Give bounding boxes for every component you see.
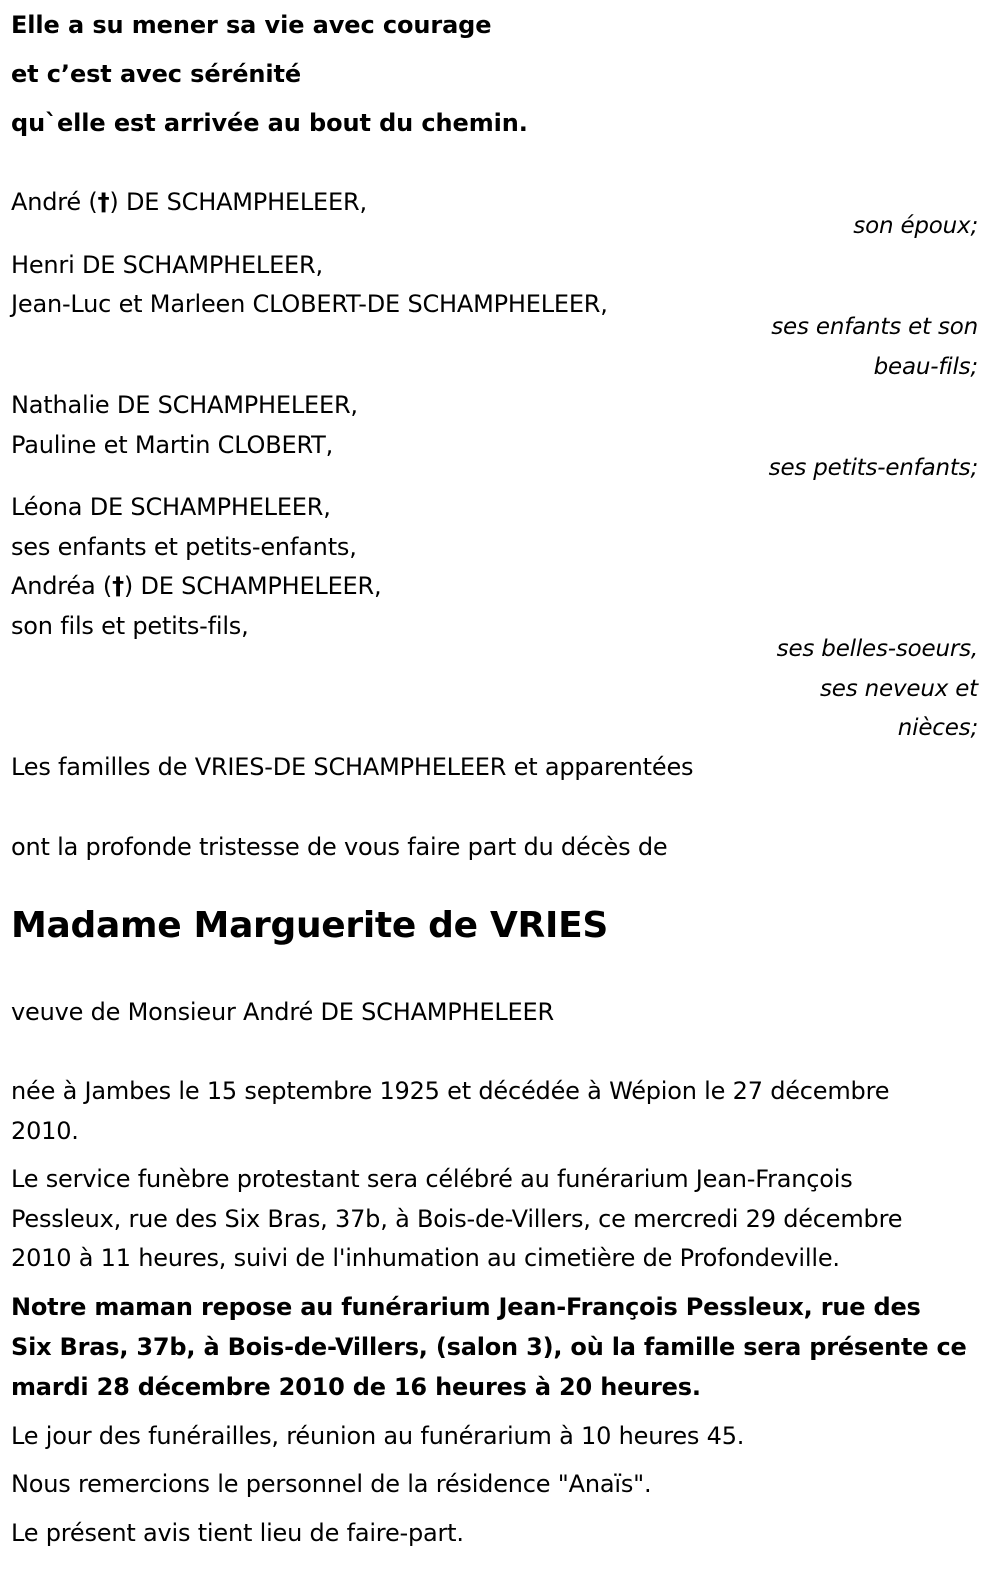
family-name-andrea-son: son fils et petits-fils, [11, 612, 249, 640]
family-name-leona-children: ses enfants et petits-enfants, [11, 533, 357, 561]
service-line-2: Pessleux, rue des Six Bras, 37b, à Bois-de-Villers, ce mercredi 29 décembre [11, 1205, 903, 1233]
birth-death-line-1: née à Jambes le 15 septembre 1925 et décédée à Wépion le 27 décembre [11, 1077, 890, 1105]
service-line-1: Le service funèbre protestant sera célébré au funérarium Jean-François [11, 1165, 853, 1193]
cross-icon: † [112, 572, 124, 600]
family-name-pauline-martin: Pauline et Martin CLOBERT, [11, 431, 334, 459]
relation-children-line-1: ses enfants et son [771, 314, 978, 340]
relation-sisters-in-law-line-3: nièces; [897, 715, 978, 741]
poem-line-1: Elle a su mener sa vie avec courage [11, 11, 492, 39]
deceased-name: Madame Marguerite de VRIES [11, 905, 608, 946]
cross-icon: † [97, 188, 110, 216]
name-text: Andréa ( [11, 572, 113, 600]
family-name-nathalie: Nathalie DE SCHAMPHELEER, [11, 391, 358, 419]
relation-children-line-2: beau-fils; [873, 354, 978, 380]
visitation-line-1: Notre maman repose au funérarium Jean-François Pessleux, rue des [11, 1293, 921, 1321]
relation-spouse: son époux; [853, 213, 978, 239]
family-name-leona: Léona DE SCHAMPHELEER, [11, 493, 331, 521]
relation-sisters-in-law-line-2: ses neveux et [820, 676, 978, 702]
widow-of: veuve de Monsieur André DE SCHAMPHELEER [11, 998, 554, 1026]
relation-sisters-in-law-line-1: ses belles-soeurs, [776, 636, 978, 662]
service-line-3: 2010 à 11 heures, suivi de l'inhumation au cimetière de Profondeville. [11, 1244, 840, 1272]
thanks-line: Nous remercions le personnel de la résidence "Anaïs". [11, 1470, 652, 1498]
relation-grandchildren: ses petits-enfants; [768, 455, 978, 481]
visitation-line-3: mardi 28 décembre 2010 de 16 heures à 20 heures. [11, 1373, 701, 1401]
meeting-line: Le jour des funérailles, réunion au funérarium à 10 heures 45. [11, 1422, 745, 1450]
name-text: André ( [11, 188, 98, 216]
closing-line: Le présent avis tient lieu de faire-part. [11, 1519, 464, 1547]
birth-death-line-2: 2010. [11, 1117, 79, 1145]
family-name-andre [11, 187, 367, 217]
poem-line-3: qu`elle est arrivée au bout du chemin. [11, 109, 528, 137]
family-name-henri: Henri DE SCHAMPHELEER, [11, 251, 323, 279]
family-name-andrea [11, 571, 381, 601]
family-name-jean-luc-marleen: Jean-Luc et Marleen CLOBERT-DE SCHAMPHELEER, [11, 290, 608, 318]
families-line: Les familles de VRIES-DE SCHAMPHELEER et apparentées [11, 753, 694, 781]
name-text: ) DE SCHAMPHELEER, [123, 572, 382, 600]
visitation-line-2: Six Bras, 37b, à Bois-de-Villers, (salon 3), où la famille sera présente ce [11, 1333, 967, 1361]
announcement-intro: ont la profonde tristesse de vous faire part du décès de [11, 833, 668, 861]
name-text: ) DE SCHAMPHELEER, [109, 188, 367, 216]
poem-line-2: et c’est avec sérénité [11, 60, 302, 88]
